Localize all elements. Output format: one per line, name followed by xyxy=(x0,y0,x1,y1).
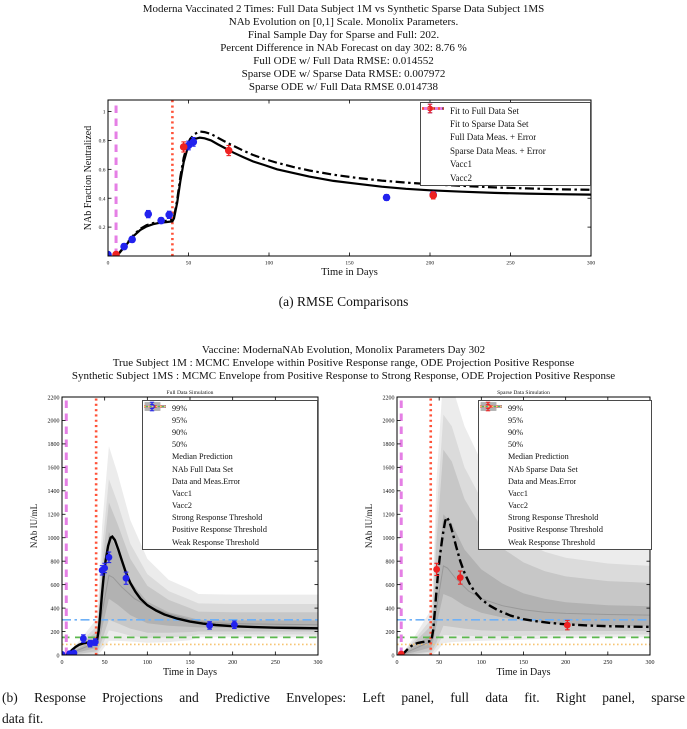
x-axis-label: Time in Days xyxy=(162,667,218,678)
legend-item xyxy=(145,451,315,463)
panel-title: Sparse Data Simulation xyxy=(497,390,550,396)
svg-text:2200: 2200 xyxy=(47,395,60,402)
svg-text:0: 0 xyxy=(60,660,64,666)
legend-label: 99% xyxy=(508,403,524,413)
svg-text:50: 50 xyxy=(185,260,192,267)
legend-label: Weak Response Threshold xyxy=(172,537,259,547)
x-axis-label: Time in Days xyxy=(321,267,378,278)
legend-item xyxy=(481,475,649,487)
legend-label: Data and Meas.Error xyxy=(508,476,577,486)
svg-text:300: 300 xyxy=(645,660,655,666)
svg-text:200: 200 xyxy=(561,660,571,666)
legend-item xyxy=(145,463,315,475)
svg-text:2000: 2000 xyxy=(47,418,60,425)
legend-item xyxy=(145,439,315,451)
svg-text:300: 300 xyxy=(586,260,596,267)
legend-item xyxy=(145,512,315,524)
panel-title: Full Data Simulation xyxy=(166,390,214,396)
legend-label: Vacc2 xyxy=(172,501,192,511)
legend-label: 99% xyxy=(172,403,188,413)
svg-text:1200: 1200 xyxy=(382,512,395,519)
svg-text:200: 200 xyxy=(385,629,395,636)
svg-text:250: 250 xyxy=(603,660,613,666)
legend-label: Vacc1 xyxy=(508,488,528,498)
figure-a-title-block xyxy=(0,3,687,94)
legend-item xyxy=(145,414,315,426)
legend-label: 95% xyxy=(172,415,188,425)
svg-text:600: 600 xyxy=(385,582,395,589)
legend-label: Positive Response Threshold xyxy=(508,525,603,535)
legend-item xyxy=(481,414,649,426)
legend-item xyxy=(423,117,588,130)
legend-item xyxy=(145,500,315,512)
legend-label: 50% xyxy=(172,440,188,450)
svg-text:200: 200 xyxy=(425,260,435,267)
legend-label: Full Data Meas. + Error xyxy=(450,132,537,143)
rmse-comparison-chart xyxy=(0,94,687,292)
svg-text:1200: 1200 xyxy=(47,512,60,519)
svg-text:0.6: 0.6 xyxy=(98,167,106,174)
title-a-line-1: Moderna Vaccinated 2 Times: Full Data Subject 1M vs Synthetic Sparse Data Subject 1MS xyxy=(142,3,545,15)
legend-label: Vacc2 xyxy=(508,501,528,511)
legend-item xyxy=(481,439,649,451)
svg-text:0: 0 xyxy=(56,653,60,660)
legend-label: Positive Response Threshold xyxy=(172,525,267,535)
title-b-line-3: Synthetic Subject 1MS : MCMC Envelope from Positive Response to Strong Response, ODE Projection Positive Response xyxy=(71,370,616,382)
legend-item xyxy=(423,158,588,171)
svg-text:100: 100 xyxy=(476,660,486,666)
y-axis-label: NAb Fraction Neutralized xyxy=(83,125,94,231)
title-b-line-1: Vaccine: ModernaNAb Evolution, Monolix Parameters Day 302 xyxy=(201,344,486,356)
svg-text:0: 0 xyxy=(106,260,110,267)
title-a-line-6: Sparse ODE w/ Sparse Data RMSE: 0.007972 xyxy=(241,68,446,80)
svg-text:250: 250 xyxy=(506,260,515,267)
legend-item xyxy=(423,104,588,117)
legend-item xyxy=(481,512,649,524)
title-a-line-5: Full ODE w/ Full Data RMSE: 0.014552 xyxy=(253,55,434,67)
title-a-line-7: Sparse ODE w/ Full Data RMSE 0.014738 xyxy=(248,81,439,93)
caption-b xyxy=(2,687,685,729)
legend-label: 90% xyxy=(172,427,188,437)
title-a-line-4: Percent Difference in NAb Forecast on day 302: 8.76 % xyxy=(220,42,467,54)
legend-item xyxy=(145,524,315,536)
legend-item xyxy=(145,487,315,499)
legend-label: NAb Sparse Data Set xyxy=(508,464,578,474)
svg-text:0.2: 0.2 xyxy=(98,225,106,232)
x-axis-label: Time in Days xyxy=(496,667,551,678)
svg-text:150: 150 xyxy=(345,260,354,267)
sparse-data-simulation-chart xyxy=(335,386,687,686)
svg-text:800: 800 xyxy=(385,559,395,566)
caption-a: (a) RMSE Comparisons xyxy=(278,294,409,309)
svg-text:1800: 1800 xyxy=(382,442,395,449)
legend-item xyxy=(481,487,649,499)
caption-b-line1: (b) Response Projections and Predictive Envelopes: Left panel, full data fit. Right panel, sparse xyxy=(2,690,685,705)
legend-item xyxy=(481,500,649,512)
legend-label: 95% xyxy=(508,415,524,425)
legend-item xyxy=(423,171,588,184)
legend-label: Median Prediction xyxy=(172,452,233,462)
legend-label: Data and Meas.Error xyxy=(172,476,241,486)
svg-text:1: 1 xyxy=(102,109,106,116)
svg-text:1400: 1400 xyxy=(382,489,395,496)
legend-item xyxy=(145,426,315,438)
legend-label: Vacc1 xyxy=(172,488,192,498)
title-a-line-2: NAb Evolution on [0,1] Scale. Monolix Parameters. xyxy=(228,16,459,28)
legend-item xyxy=(145,475,315,487)
legend-label: Vacc2 xyxy=(450,172,472,183)
data-points xyxy=(105,138,437,258)
svg-text:0: 0 xyxy=(395,660,399,666)
svg-text:0.8: 0.8 xyxy=(98,138,106,145)
legend-item xyxy=(145,536,315,548)
svg-text:400: 400 xyxy=(385,606,395,613)
legend-label: Fit to Full Data Set xyxy=(450,105,520,116)
y-axis-label: NAb IU/mL xyxy=(29,503,39,549)
svg-text:100: 100 xyxy=(264,260,274,267)
svg-text:50: 50 xyxy=(436,660,443,666)
legend-item xyxy=(481,451,649,463)
caption-b-line2: data fit. xyxy=(2,711,44,726)
svg-text:2200: 2200 xyxy=(382,395,395,402)
legend-label: Sparse Data Meas. + Error xyxy=(450,145,546,156)
figure-b-title-block xyxy=(0,344,687,383)
legend-item xyxy=(481,402,649,414)
legend-label: 50% xyxy=(508,440,524,450)
svg-text:0: 0 xyxy=(391,653,395,660)
sparse-legend xyxy=(478,400,652,550)
svg-text:150: 150 xyxy=(185,660,195,666)
legend-label: NAb Full Data Set xyxy=(172,464,234,474)
legend-item xyxy=(423,144,588,157)
legend-item xyxy=(481,524,649,536)
legend-item xyxy=(145,402,315,414)
legend-label: 90% xyxy=(508,427,524,437)
svg-text:800: 800 xyxy=(50,559,60,566)
svg-text:400: 400 xyxy=(50,606,60,613)
svg-text:150: 150 xyxy=(519,660,528,666)
svg-text:600: 600 xyxy=(50,582,60,589)
legend-label: Fit to Sparse Data Set xyxy=(450,119,529,130)
legend-item xyxy=(481,536,649,548)
legend-label: Weak Response Threshold xyxy=(508,537,595,547)
svg-text:1600: 1600 xyxy=(382,465,395,472)
svg-text:100: 100 xyxy=(142,660,152,666)
svg-text:300: 300 xyxy=(313,660,323,666)
svg-text:200: 200 xyxy=(228,660,238,666)
svg-text:250: 250 xyxy=(270,660,280,666)
svg-text:1000: 1000 xyxy=(47,536,60,543)
rmse-legend xyxy=(420,102,591,186)
legend-item xyxy=(423,131,588,144)
svg-text:1400: 1400 xyxy=(47,489,60,496)
svg-text:2000: 2000 xyxy=(382,418,395,425)
full-legend xyxy=(142,400,318,550)
svg-text:200: 200 xyxy=(50,629,60,636)
title-b-line-2: True Subject 1M : MCMC Envelope within Positive Response range, ODE Projection Positive Response xyxy=(112,357,575,369)
svg-text:0.4: 0.4 xyxy=(98,196,106,203)
legend-label: Strong Response Threshold xyxy=(172,513,263,523)
legend-label: Vacc1 xyxy=(450,159,472,170)
full-data-simulation-chart xyxy=(0,386,345,686)
legend-label: Median Prediction xyxy=(508,452,569,462)
legend-item xyxy=(481,463,649,475)
y-axis-label: NAb IU/mL xyxy=(364,503,374,549)
title-a-line-3: Final Sample Day for Sparse and Full: 202. xyxy=(247,29,440,41)
legend-label: Strong Response Threshold xyxy=(508,513,599,523)
svg-text:1800: 1800 xyxy=(47,442,60,449)
svg-text:1000: 1000 xyxy=(382,536,395,543)
legend-item xyxy=(481,426,649,438)
svg-text:50: 50 xyxy=(101,660,108,666)
svg-text:1600: 1600 xyxy=(47,465,60,472)
